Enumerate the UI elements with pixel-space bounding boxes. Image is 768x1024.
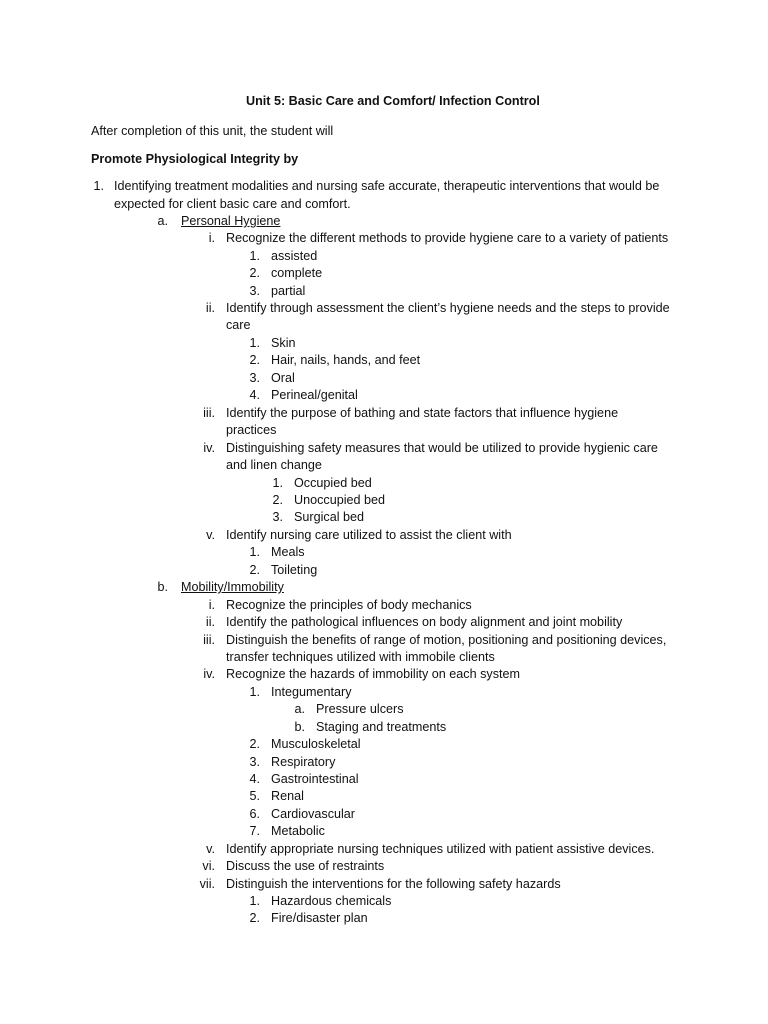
section-marker: b. (157, 580, 168, 594)
list-item: Skin (271, 336, 296, 350)
num-marker: 1. (249, 685, 260, 699)
list-item: Unoccupied bed (294, 493, 386, 507)
roman-marker: iii. (203, 406, 215, 420)
section-marker: a. (157, 214, 168, 228)
list-item: Occupied bed (294, 476, 372, 490)
list-item-text: Recognize the principles of body mechanics (226, 598, 472, 612)
sub-list-item: Staging and treatments (316, 720, 447, 734)
num-marker: 1. (249, 894, 260, 908)
list-item-text: Discuss the use of restraints (226, 859, 385, 873)
list-item: Hair, nails, hands, and feet (271, 353, 421, 367)
num-marker: 2. (249, 266, 260, 280)
list-item-text-continued: care (226, 318, 251, 332)
item-text: Identifying treatment modalities and nursing safe accurate, therapeutic interventions that would be (114, 179, 660, 193)
num-marker: 7. (249, 824, 260, 838)
roman-marker: ii. (205, 301, 215, 315)
list-item: Toileting (271, 563, 318, 577)
list-item-text: Recognize the different methods to provide hygiene care to a variety of patients (226, 231, 669, 245)
roman-marker: i. (208, 231, 215, 245)
list-item: Gastrointestinal (271, 772, 359, 786)
list-item-text-continued: transfer techniques utilized with immobile clients (226, 650, 495, 664)
num-marker: 5. (249, 789, 260, 803)
alpha-marker: a. (294, 702, 305, 716)
intro-text: After completion of this unit, the student will (91, 124, 334, 138)
list-item: Meals (271, 545, 305, 559)
num-marker: 3. (249, 284, 260, 298)
num-marker: 2. (272, 493, 283, 507)
list-item-text-continued: and linen change (226, 458, 322, 472)
list-item: Metabolic (271, 824, 325, 838)
roman-marker: vii. (199, 877, 215, 891)
list-item: Integumentary (271, 685, 352, 699)
list-item: Fire/disaster plan (271, 911, 368, 925)
num-marker: 1. (249, 336, 260, 350)
roman-marker: iv. (203, 441, 215, 455)
num-marker: 4. (249, 388, 260, 402)
list-item: Musculoskeletal (271, 737, 361, 751)
roman-marker: i. (208, 598, 215, 612)
page-title: Unit 5: Basic Care and Comfort/ Infection Control (246, 94, 540, 108)
item-text-continued: expected for client basic care and comfort. (114, 197, 351, 211)
list-item-text: Recognize the hazards of immobility on each system (226, 667, 520, 681)
num-marker: 3. (249, 755, 260, 769)
roman-marker: iv. (203, 667, 215, 681)
section-title-mobility: Mobility/Immobility (181, 580, 284, 594)
list-item: Cardiovascular (271, 807, 355, 821)
list-item-text: Distinguish the benefits of range of motion, positioning and positioning devices, (226, 633, 667, 647)
roman-marker: v. (206, 528, 215, 542)
alpha-marker: b. (294, 720, 305, 734)
list-item-text: Identify appropriate nursing techniques utilized with patient assistive devices. (226, 842, 655, 856)
list-item-text: Distinguish the interventions for the following safety hazards (226, 877, 561, 891)
list-item: Oral (271, 371, 295, 385)
list-item: Perineal/genital (271, 388, 358, 402)
num-marker: 1. (249, 545, 260, 559)
num-marker: 1. (249, 249, 260, 263)
list-item-text: Identify the pathological influences on body alignment and joint mobility (226, 615, 623, 629)
section-title-personal-hygiene: Personal Hygiene (181, 214, 281, 228)
num-marker: 2. (249, 911, 260, 925)
list-item: Renal (271, 789, 304, 803)
num-marker: 2. (249, 563, 260, 577)
list-item: complete (271, 266, 323, 280)
num-marker: 3. (249, 371, 260, 385)
list-item-text-continued: practices (226, 423, 277, 437)
list-item: partial (271, 284, 306, 298)
num-marker: 2. (249, 353, 260, 367)
section-heading: Promote Physiological Integrity by (91, 152, 299, 166)
list-item-text: Distinguishing safety measures that would be utilized to provide hygienic care (226, 441, 658, 455)
num-marker: 3. (272, 510, 283, 524)
roman-marker: v. (206, 842, 215, 856)
roman-marker: ii. (205, 615, 215, 629)
item-number: 1. (93, 179, 104, 193)
list-item: Respiratory (271, 755, 336, 769)
num-marker: 1. (272, 476, 283, 490)
num-marker: 6. (249, 807, 260, 821)
list-item-text: Identify nursing care utilized to assist the client with (226, 528, 512, 542)
num-marker: 4. (249, 772, 260, 786)
roman-marker: vi. (202, 859, 215, 873)
list-item: assisted (271, 249, 318, 263)
list-item: Hazardous chemicals (271, 894, 392, 908)
roman-marker: iii. (203, 633, 215, 647)
list-item-text: Identify through assessment the client’s hygiene needs and the steps to provide (226, 301, 670, 315)
list-item-text: Identify the purpose of bathing and state factors that influence hygiene (226, 406, 619, 420)
sub-list-item: Pressure ulcers (316, 702, 404, 716)
num-marker: 2. (249, 737, 260, 751)
list-item: Surgical bed (294, 510, 365, 524)
